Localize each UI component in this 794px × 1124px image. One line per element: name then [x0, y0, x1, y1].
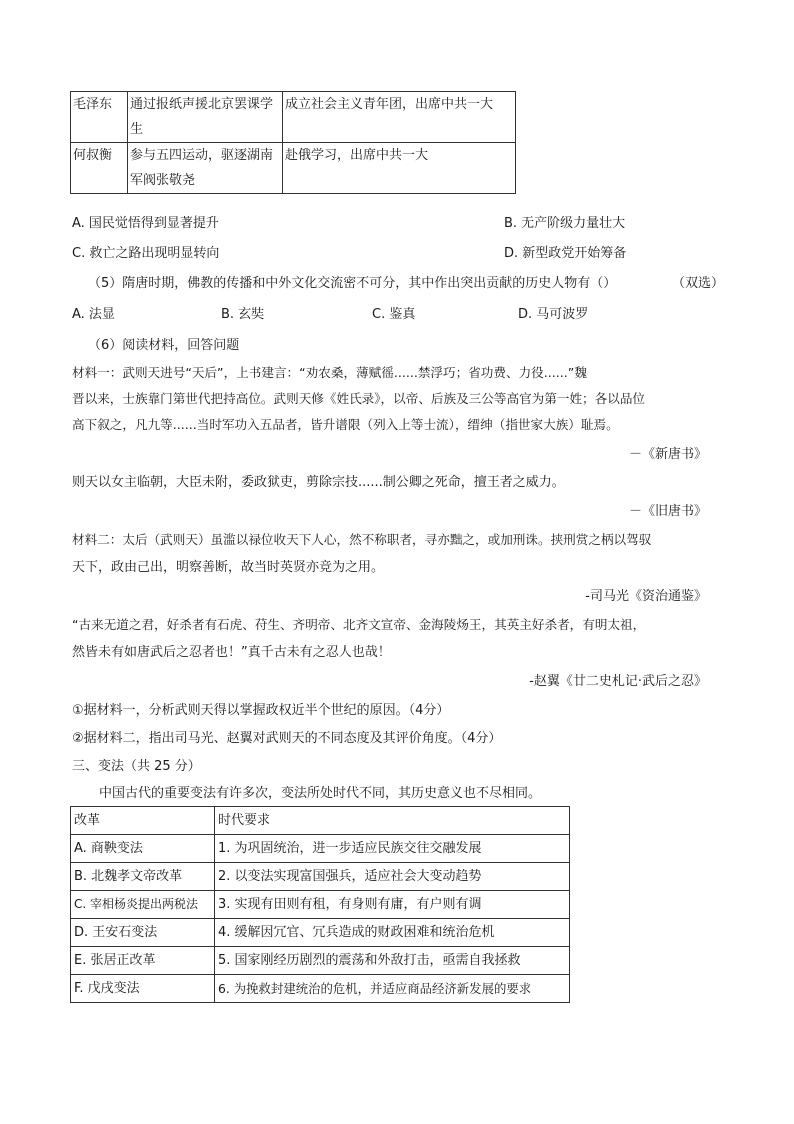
table-cell: 1. 为巩固统治，进一步适应民族交往交融发展: [215, 835, 570, 863]
table-cell: 6. 为挽救封建统治的危机，并适应商品经济新发展的要求: [215, 975, 570, 1003]
material-2b-line: 然皆未有如唐武后之忍者也！”真千古未有之忍人也哉！: [72, 645, 391, 660]
question-5-note: （双选）: [672, 276, 725, 291]
table-cell: 何叔衡: [71, 143, 128, 194]
table-cell: B. 北魏孝文帝改革: [71, 863, 215, 891]
option-d: D. 新型政党开始筹备: [504, 246, 627, 261]
table-row: [71, 835, 570, 863]
figures-table: [70, 91, 516, 194]
table-cell: 3. 实现有田则有租，有身则有庸，有户则有调: [215, 891, 570, 919]
table-cell: 5. 国家刚经历剧烈的震荡和外敌打击，亟需自我拯救: [215, 947, 570, 975]
table-cell: C. 宰相杨炎提出两税法: [71, 891, 215, 919]
table-cell: E. 张居正改革: [71, 947, 215, 975]
source-citation: －《新唐书》: [628, 447, 707, 462]
material-2-line: 材料二：太后（武则天）虽滥以禄位收天下人心，然不称职者，寻亦黜之，或加刑诛。挟刑赏之柄以驾驭: [72, 532, 652, 547]
question-6-title: （6）阅读材料，回答问题: [88, 338, 240, 353]
table-cell: 参与五四运动，驱逐湖南军阀张敬尧: [128, 143, 283, 194]
sub-question-1: ①据材料一，分析武则天得以掌握政权近半个世纪的原因。（4分）: [72, 703, 450, 718]
table-cell: 4. 缓解因冗官、冗兵造成的财政困难和统治危机: [215, 919, 570, 947]
table-cell: 2. 以变法实现富国强兵，适应社会大变动趋势: [215, 863, 570, 891]
table-cell: D. 王安石变法: [71, 919, 215, 947]
section-heading: 三、变法（共 25 分）: [72, 759, 201, 774]
table-row: [71, 891, 570, 919]
option-b: B. 玄奘: [221, 307, 265, 322]
sub-question-2: ②据材料二，指出司马光、赵翼对武则天的不同态度及其评价角度。（4分）: [72, 731, 502, 746]
option-c: C. 鉴真: [372, 307, 416, 322]
table-row: [71, 92, 516, 143]
table-cell: 赴俄学习，出席中共一大: [283, 143, 516, 194]
section-intro: 中国古代的重要变法有许多次，变法所处时代不同，其历史意义也不尽相同。: [99, 786, 542, 801]
option-a: A. 国民觉悟得到显著提升: [72, 216, 219, 231]
option-a: A. 法显: [72, 307, 115, 322]
option-d: D. 马可波罗: [518, 307, 589, 322]
table-cell: A. 商鞅变法: [71, 835, 215, 863]
question-5-stem: （5）隋唐时期，佛教的传播和中外文化交流密不可分，其中作出突出贡献的历史人物有（）: [88, 276, 617, 291]
table-cell: F. 戊戌变法: [71, 975, 215, 1003]
table-row: [71, 975, 570, 1003]
table-row: [71, 947, 570, 975]
material-2b-line: “古来无道之君，好杀者有石虎、苻生、齐明帝、北齐文宣帝、金海陵炀王，其英主好杀者，有明太祖，: [72, 617, 646, 632]
material-1-line: 晋以来，士族靠门第世代把持高位。武则天修《姓氏录》，以帝、后族及三公等高官为第一姓；各以品位: [72, 391, 646, 406]
option-c: C. 救亡之路出现明显转向: [72, 246, 220, 261]
material-1-line: 高下叙之，凡九等......当时军功入五品者，皆升谱限（列入上等士流），缙绅（指世家大族）耻焉。: [72, 417, 619, 432]
column-header: 时代要求: [215, 807, 570, 835]
reform-table: [70, 806, 570, 1003]
table-cell: 通过报纸声援北京罢课学生: [128, 92, 283, 143]
material-1b-line: 则天以女主临朝，大臣未附，委政狱吏，剪除宗技......制公卿之死命，擅王者之威力。: [72, 475, 565, 490]
source-citation: -赵翼《廿二史札记·武后之忍》: [529, 674, 707, 689]
source-citation: －《旧唐书》: [628, 504, 707, 519]
material-1-line: 材料一：武则天进号“天后”，上书建言：“劝农桑，薄赋徭......禁浮巧；省功费、力役......”魏: [72, 365, 587, 380]
table-cell: 毛泽东: [71, 92, 128, 143]
table-row: [71, 919, 570, 947]
material-2-line: 天下，政由己出，明察善断，故当时英贤亦竞为之用。: [72, 560, 385, 575]
table-row: [71, 863, 570, 891]
source-citation: -司马光《资治通鉴》: [585, 589, 707, 604]
column-header: 改革: [71, 807, 215, 835]
table-header-row: [71, 807, 570, 835]
option-b: B. 无产阶级力量壮大: [504, 216, 626, 231]
table-cell: 成立社会主义青年团，出席中共一大: [283, 92, 516, 143]
table-row: [71, 143, 516, 194]
